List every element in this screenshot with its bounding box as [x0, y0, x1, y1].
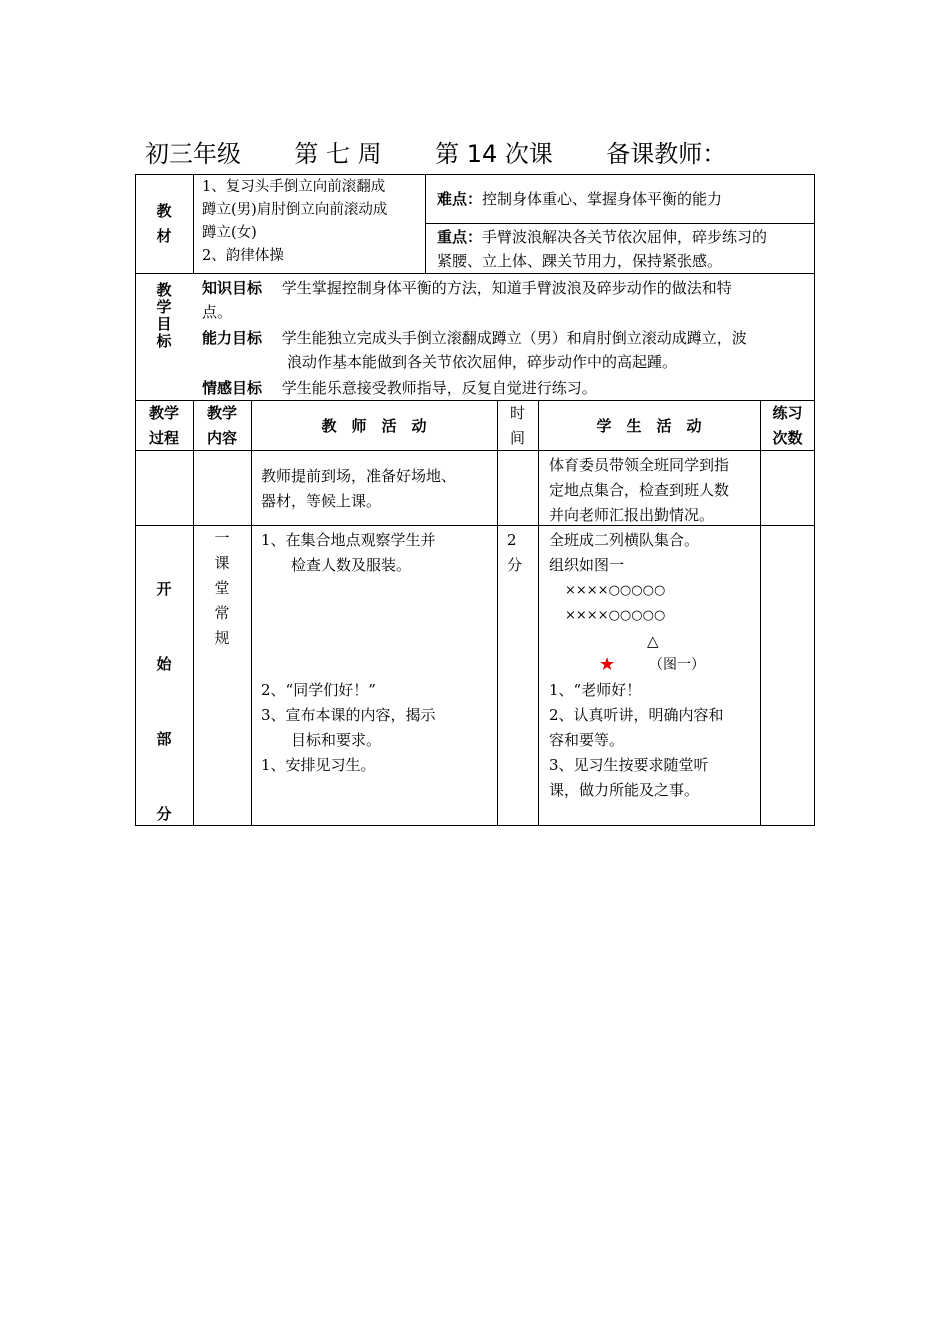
- difficulty-label: 难点：: [437, 190, 483, 208]
- skill-text-1: 学生能独立完成头手倒立滚翻成蹲立（男）和肩肘倒立滚动成蹲立，波: [281, 329, 747, 347]
- section-content-label: 一 课 堂 常 规: [214, 529, 230, 647]
- red-star-icon: ★: [599, 654, 616, 675]
- formation-row-2: ××××○○○○○: [565, 608, 666, 623]
- week-text: 第 七 周: [294, 140, 382, 168]
- key-label: 重点：: [437, 228, 483, 246]
- table-border: [135, 174, 815, 175]
- skill-text-2: 浪动作基本能做到各关节依次屈伸，碎步动作中的高起踵。: [287, 353, 678, 371]
- lesson-plan-table: [135, 174, 815, 826]
- col-header-process: 教学 过程: [148, 404, 179, 447]
- col-divider: [497, 400, 498, 826]
- skill-label: 能力目标: [202, 329, 263, 347]
- col-header-teacher: 教 师 活 动: [321, 417, 427, 435]
- col-divider: [251, 400, 252, 826]
- table-border: [135, 825, 815, 826]
- col-header-student: 学 生 活 动: [596, 417, 702, 435]
- student-step-3: 1、“老师好！: [549, 681, 642, 699]
- teacher-step-4: 1、安排见习生。: [261, 756, 376, 774]
- col-divider: [760, 400, 761, 826]
- difficulty-row: [437, 187, 722, 212]
- student-step-5: 容和要等。: [549, 731, 625, 749]
- emotion-row: [202, 376, 597, 401]
- col-divider: [425, 174, 426, 273]
- teacher-step-1: 1、在集合地点观察学生并 检查人数及服装。: [261, 531, 436, 574]
- key-text-1: 手臂波浪解决各关节依次屈伸，碎步练习的: [482, 228, 768, 246]
- teacher-position-icon: △: [647, 632, 659, 650]
- emotion-text: 学生能乐意接受教师指导，反复自觉进行练习。: [281, 379, 597, 397]
- formation-row-1: ××××○○○○○: [565, 583, 666, 598]
- lesson-text: 第 14 次课: [435, 140, 553, 168]
- teacher-step-2: 2、“同学们好！”: [261, 681, 376, 699]
- objectives-label: 教 学 目 标: [156, 281, 172, 350]
- col-divider: [193, 174, 194, 273]
- material-label: 教 材: [156, 202, 172, 245]
- skill-row: [202, 326, 747, 351]
- knowledge-row: [202, 276, 732, 301]
- row-divider: [425, 223, 815, 224]
- lesson-header: [145, 134, 726, 169]
- student-step-1: 全班成二列横队集合。: [549, 531, 700, 549]
- section-start-label: 开 始 部 分: [156, 580, 172, 823]
- teacher-label: 备课教师：: [606, 140, 727, 168]
- key-text-2: 紧腰、立上体、踝关节用力，保持紧张感。: [437, 252, 723, 270]
- knowledge-text-1: 学生掌握控制身体平衡的方法，知道手臂波浪及碎步动作的做法和特: [281, 279, 732, 297]
- key-row: [437, 225, 767, 250]
- col-header-content: 教学 内容: [206, 404, 237, 447]
- prep-student-activity: 体育委员带领全班同学到指 定地点集合，检查到班人数 并向老师汇报出勤情况。: [549, 456, 730, 524]
- prep-teacher-activity: 教师提前到场，准备好场地、 器材，等候上课。: [261, 467, 457, 510]
- student-step-6: 3、见习生按要求随堂听 课，做力所能及之事。: [549, 756, 709, 799]
- material-items: 1、复习头手倒立向前滚翻成 蹲立(男)肩肘倒立向前滚动成 蹲立(女) 2、韵律体操: [202, 179, 388, 264]
- teacher-step-3: 3、宣布本课的内容，揭示 目标和要求。: [261, 706, 436, 749]
- difficulty-text: 控制身体重心、掌握身体平衡的能力: [482, 190, 723, 208]
- figure-caption: （图一）: [649, 657, 705, 673]
- grade-text: 初三年级: [145, 140, 241, 168]
- table-border: [814, 174, 815, 826]
- knowledge-label: 知识目标: [202, 279, 263, 297]
- emotion-label: 情感目标: [202, 379, 263, 397]
- student-step-2: 组织如图一: [549, 556, 625, 574]
- col-divider: [538, 400, 539, 826]
- col-header-count: 练习 次数: [772, 404, 803, 447]
- time-value: 2 分: [507, 531, 523, 574]
- col-header-time: 时 间: [509, 404, 525, 447]
- student-step-4: 2、认真听讲，明确内容和: [549, 706, 724, 724]
- knowledge-text-2: 点。: [202, 303, 233, 321]
